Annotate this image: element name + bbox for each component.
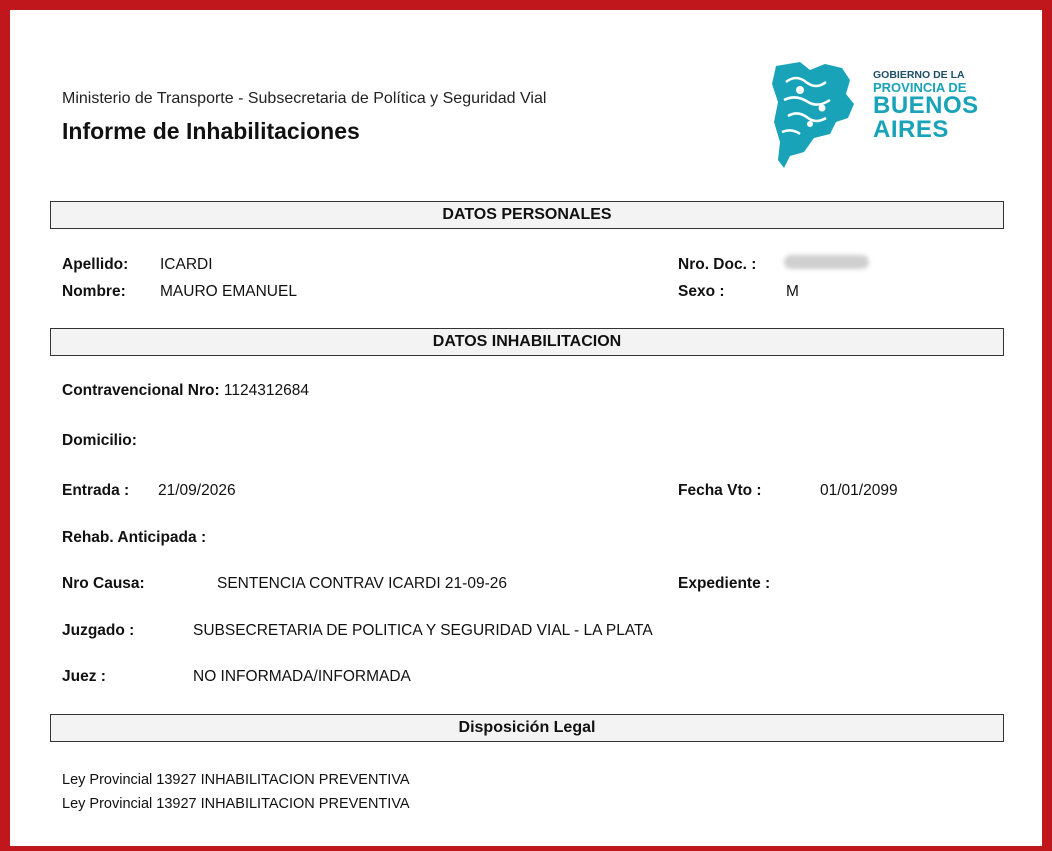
logo-line-4: AIRES — [873, 115, 949, 143]
logo-line-2: PROVINCIA DE — [873, 79, 967, 95]
logo-line-3: BUENOS — [873, 91, 979, 119]
juez-value: NO INFORMADA/INFORMADA — [193, 668, 411, 685]
rehab-label: Rehab. Anticipada : — [62, 529, 207, 546]
section-header-legal: Disposición Legal — [50, 714, 1004, 742]
doc-label: Nro. Doc. : — [678, 256, 757, 273]
contravencional-value: 1124312684 — [223, 382, 309, 399]
fecha-vto-value: 01/01/2099 — [820, 482, 898, 499]
section-header-inhabilitacion: DATOS INHABILITACION — [50, 328, 1004, 356]
report-page — [10, 10, 1042, 846]
juzgado-value: SUBSECRETARIA DE POLITICA Y SEGURIDAD VIAL - LA PLATA — [193, 622, 653, 639]
entrada-label: Entrada : — [62, 482, 130, 499]
entrada-value: 21/09/2026 — [158, 482, 236, 499]
contravencional-row — [62, 382, 309, 400]
juez-label: Juez : — [62, 668, 106, 685]
juzgado-label: Juzgado : — [62, 622, 135, 639]
legal-line-1: Ley Provincial 13927 INHABILITACION PREVENTIVA — [62, 772, 410, 788]
section-header-personal: DATOS PERSONALES — [50, 201, 1004, 229]
apellido-value: ICARDI — [160, 256, 213, 273]
contravencional-label: Contravencional Nro: — [62, 382, 220, 399]
report-title: Informe de Inhabilitaciones — [62, 118, 360, 144]
legal-line-2: Ley Provincial 13927 INHABILITACION PREVENTIVA — [62, 796, 410, 812]
province-map-icon — [770, 52, 870, 172]
ministry-subtitle: Ministerio de Transporte - Subsecretaria de Política y Seguridad Vial — [62, 90, 547, 107]
domicilio-label: Domicilio: — [62, 432, 137, 449]
logo-text — [873, 70, 979, 142]
sexo-value: M — [786, 283, 799, 300]
nombre-label: Nombre: — [62, 283, 126, 300]
logo-line-1: GOBIERNO DE LA — [873, 69, 965, 81]
causa-label: Nro Causa: — [62, 575, 145, 592]
nombre-value: MAURO EMANUEL — [160, 283, 297, 300]
causa-value: SENTENCIA CONTRAV ICARDI 21-09-26 — [217, 575, 507, 592]
fecha-vto-label: Fecha Vto : — [678, 482, 762, 499]
province-logo — [770, 52, 980, 172]
apellido-label: Apellido: — [62, 256, 129, 273]
redacted-doc-number — [784, 255, 869, 269]
sexo-label: Sexo : — [678, 283, 725, 300]
expediente-label: Expediente : — [678, 575, 771, 592]
